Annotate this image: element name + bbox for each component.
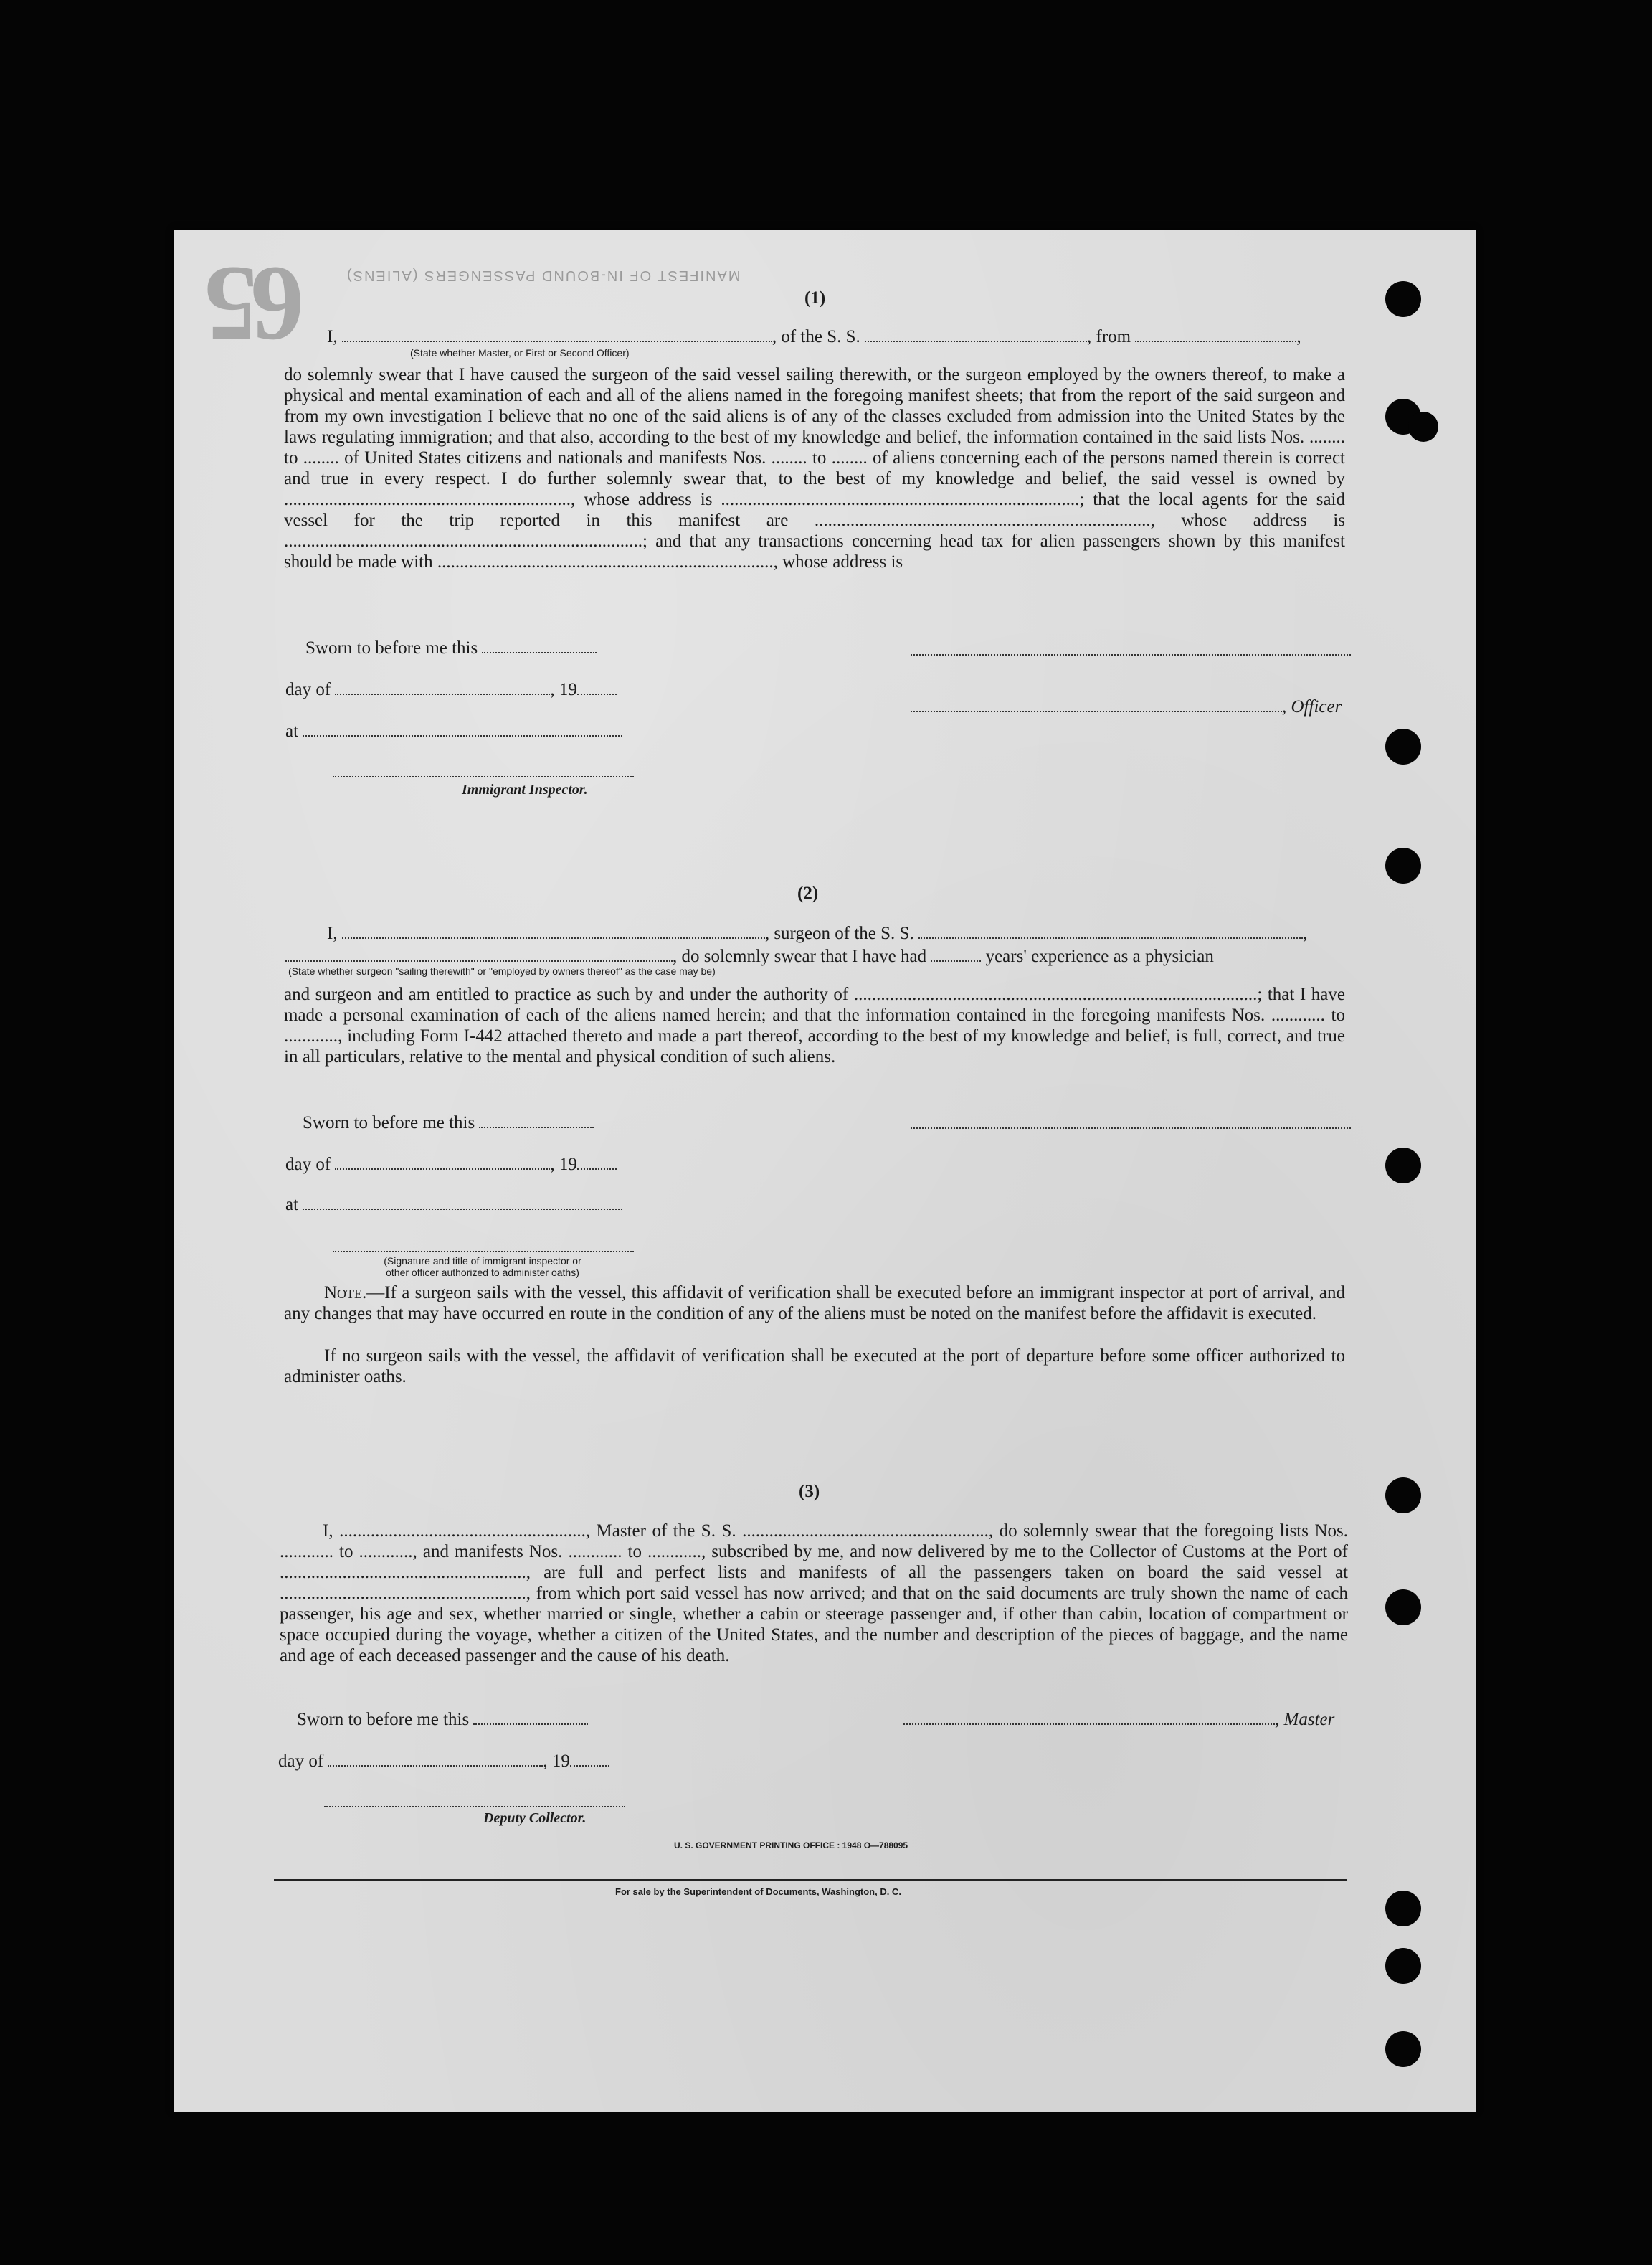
section-3-number: (3) [799,1482,820,1501]
bleed-through-text: MANIFEST OF IN-BOUND PASSENGERS (ALIENS) [346,268,741,283]
officer-name-field[interactable] [342,328,772,342]
sworn-date-field-3[interactable] [473,1711,588,1725]
sworn-date-field[interactable] [482,639,597,653]
year-field-2[interactable] [577,1155,617,1170]
section-1-body: do solemnly swear that I have caused the surgeon of the said vessel sailing therewith, or the surgeon employed by the owners thereof, to make a physical and mental examination of each and all of the aliens named in the foregoing manifest sheets; that from the report of the said surgeon and from my own investigation I believe that no one of the said aliens is of any of the classes excluded from admission into the United States by the laws regulating immigration; and that also, according to the best of my knowledge and belief, the information contained in the said lists Nos. ........ to ........ of United States citizens and nationals and manifests Nos. ........ to ........ of aliens concerning each of the persons named therein is correct and true in every respect. I do further solemnly swear that, to the best of my knowledge and belief, the said vessel is owned by ................................................................, whose address is ................................................................................; that the local agents for the said vessel for the trip reported in this manifest are ..........................................................................., whose address is ................................................................................; and that any transactions concerning head tax for alien passengers shown by this manifest should be made with ..........................................................................., whose address is [284,365,1345,572]
surgeon-name-field[interactable] [342,925,765,939]
page-number-stamp: 65 [211,245,304,364]
officer-title-field[interactable] [911,698,1282,712]
for-sale-line: For sale by the Superintendent of Documents, Washington, D. C. [615,1886,901,1897]
section-3-day: day of , 19 [278,1751,609,1772]
punch-hole [1385,729,1421,765]
master-signature-field[interactable] [903,1711,1275,1725]
section-3-body: I, ......................................................., Master of the S. S. ......................................................., do solemnly swear that the foregoing lists Nos. ............ to ............, and manifests Nos. ............ to ............, subscribed by me, and now delivered by me to the Collector of Customs at the Port of ......................................................., are full and perfect lists and manifests of all the passengers taken on board the said vessel at ......................................................., from which port said vessel has now arrived; and that on the said documents are truly shown the name of each passenger, his age and sex, whether married or single, whether a cabin or steerage passenger and, if other than cabin, location of compartment or space occupied during the voyage, whether a citizen of the United States, and the number and description of the pieces of baggage, and the name and age of each deceased passenger and the cause of his death. [280,1521,1348,1665]
punch-hole [1385,2031,1421,2067]
section-2-day: day of , 19 [285,1155,617,1175]
officer-signature-line[interactable] [911,654,1351,656]
from-port-field[interactable] [1135,328,1296,342]
section-2-at: at [285,1195,622,1215]
section-2-first-line: I, , surgeon of the S. S. , [327,924,1308,943]
immigrant-inspector-label: Immigrant Inspector. [462,782,588,798]
note-paragraph-2: If no surgeon sails with the vessel, the affidavit of verification shall be executed at the port of departure before some officer authorized to administer oaths. [284,1346,1345,1386]
section-1-pronoun: I, [327,327,338,346]
day-field-3[interactable] [328,1752,543,1767]
section-1-officer-line: , Officer [911,697,1342,717]
punch-hole [1385,281,1421,317]
year-field[interactable] [577,681,617,695]
section-2-body: and surgeon and am entitled to practice as such by and under the authority of ..........................................................................................; that I have made a personal examination of each of the aliens named herein; and that the information contained in the foregoing manifests Nos. ............ to ............, including Form I-442 attached thereto and made a part thereof, according to the best of my knowledge and belief, is full, correct, and true in all particulars, relative to the mental and physical condition of such aliens. [284,985,1345,1067]
punch-hole [1385,1589,1421,1625]
surgeon-caption: (State whether surgeon "sailing therewith" or "employed by owners thereof" as the case may be) [288,965,716,977]
note-paragraph: Note.—If a surgeon sails with the vessel, this affidavit of verification shall be executed before an immigrant inspector at port of arrival, and any changes that may have occurred en route in the condition of any of the aliens must be noted on the manifest before the affidavit is executed. [284,1283,1345,1323]
surgeon-status-field[interactable] [285,947,673,962]
section-2-second-line: , do solemnly swear that I have had years' experience as a physician [285,947,1214,967]
punch-hole [1408,412,1438,442]
punch-hole [1385,1148,1421,1183]
officer-caption: (State whether Master, or First or Second Officer) [410,347,630,359]
form-page [174,230,1476,2112]
authorized-signature-line[interactable] [333,1251,634,1252]
printing-office-line: U. S. GOVERNMENT PRINTING OFFICE : 1948 O—788095 [674,1840,908,1850]
punch-hole [1385,848,1421,884]
section-3-master-line: , Master [903,1710,1334,1730]
punch-hole [1385,1477,1421,1513]
surgeon-signature-line[interactable] [911,1127,1351,1129]
collector-signature-line[interactable] [324,1806,625,1807]
sworn-date-field-2[interactable] [479,1114,594,1128]
section-1-at: at [285,722,622,742]
at-place-field-2[interactable] [303,1196,622,1210]
punch-hole [1385,1891,1421,1926]
footer-rule [274,1879,1347,1881]
section-2-sworn: Sworn to before me this [303,1113,594,1133]
years-experience-field[interactable] [931,947,981,962]
signature-caption: (Signature and title of immigrant inspector or other officer authorized to administer oaths) [384,1255,581,1278]
section-2-number: (2) [797,884,819,903]
surgeon-vessel-field[interactable] [918,925,1303,939]
section-3-sworn: Sworn to before me this [297,1710,588,1730]
inspector-signature-line[interactable] [333,776,634,777]
deputy-collector-label: Deputy Collector. [483,1810,587,1826]
vessel-name-field[interactable] [865,328,1087,342]
punch-hole [1385,1948,1421,1984]
section-1-first-line: I, , of the S. S. , from , [327,327,1301,346]
year-field-3[interactable] [570,1752,609,1767]
day-field-2[interactable] [335,1155,550,1170]
day-field[interactable] [335,681,550,695]
section-1-number: (1) [804,288,826,308]
section-1-sworn: Sworn to before me this [305,638,597,658]
section-1-day: day of , 19 [285,680,617,700]
at-place-field[interactable] [303,722,622,737]
